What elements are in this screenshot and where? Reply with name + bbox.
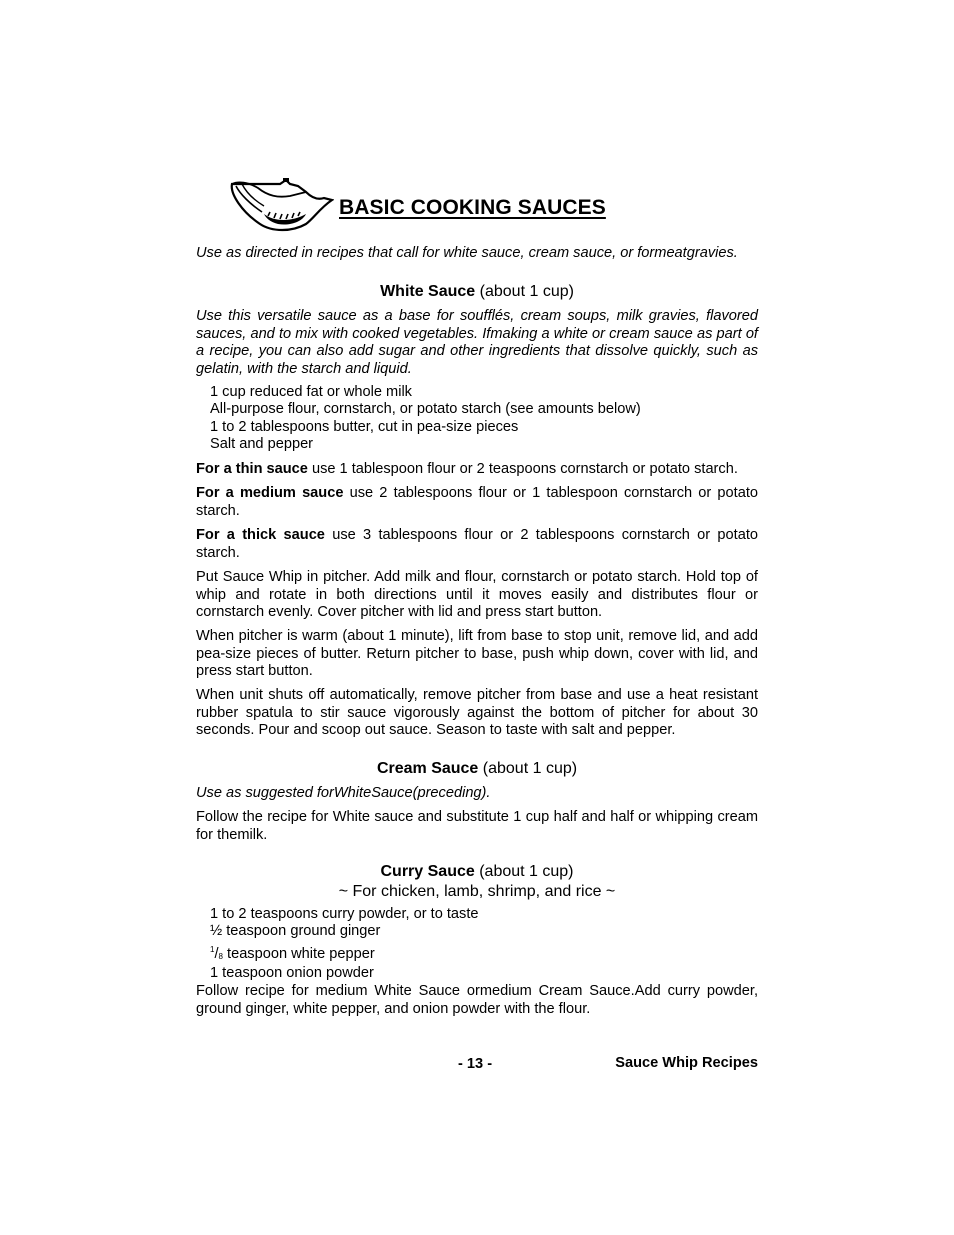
curry-sauce-ingredient-list <box>210 906 479 983</box>
thick-sauce-label: For a thick sauce <box>196 527 325 543</box>
ingredient-item: 1 to 2 teaspoons curry powder, or to taste <box>210 906 479 922</box>
medium-sauce-paragraph <box>196 485 758 520</box>
curry-sauce-instructions: Follow recipe for medium White Sauce ormedium Cream Sauce.Add curry powder, ground ginger, white pepper, and onion powder with the flour. <box>196 983 758 1017</box>
white-sauce-step-2: When pitcher is warm (about 1 minute), lift from base to stop unit, remove lid, and add pea-size pieces of butter. Return pitcher to base, push whip down, cover with lid, and press start button. <box>196 628 758 679</box>
white-sauce-step-3: When unit shuts off automatically, remove pitcher from base and use a heat resistant rubber spatula to stir sauce vigorously against the bottom of pitcher for about 30 seconds. Pour and scoop out sauce. Season to taste with salt and pepper. <box>196 687 758 738</box>
white-sauce-yield: (about 1 cup) <box>479 283 574 300</box>
fraction-denominator: 8 <box>218 951 223 961</box>
ingredient-text: teaspoon white pepper <box>222 945 375 962</box>
cream-sauce-instructions: Follow the recipe for White sauce and substitute 1 cup half and half or whipping cream for themilk. <box>196 809 758 843</box>
curry-sauce-name: Curry Sauce <box>380 863 475 880</box>
thin-sauce-label: For a thin sauce <box>196 461 308 477</box>
curry-sauce-heading <box>196 862 758 882</box>
ingredient-item: 1 to 2 tablespoons butter, cut in pea-size pieces <box>210 418 519 435</box>
thin-sauce-paragraph <box>196 461 758 479</box>
ingredient-item: Salt and pepper <box>210 436 314 453</box>
cream-sauce-yield: (about 1 cup) <box>482 760 578 777</box>
ingredient-item: 1 cup reduced fat or whole milk <box>210 384 412 400</box>
thick-sauce-text: use 3 tablespoons flour or 2 tablespoons cornstarch or potato starch. <box>196 527 759 561</box>
cream-sauce-heading <box>196 759 758 779</box>
curry-sauce-subtitle: ~ For chicken, lamb, shrimp, and rice ~ <box>338 883 616 900</box>
white-sauce-step-1: Put Sauce Whip in pitcher. Add milk and flour, cornstarch or potato starch. Hold top of whip and rotate in both directions until it moves easily and distributes flour or cornstarch evenly. Cover pitcher with lid and press start button. <box>196 569 758 620</box>
ingredient-item: 1 teaspoon onion powder <box>210 965 374 982</box>
medium-sauce-label: For a medium sauce <box>196 485 344 501</box>
cream-sauce-name: Cream Sauce <box>376 760 479 777</box>
white-sauce-description: Use this versatile sauce as a base for soufflés, cream soups, milk gravies, flavored sauces, and to mix with cooked vegetables. Ifmaking a white or cream sauce as part of a recipe, you can also add sugar and other ingredients that dissolve quickly, such as gelatin, with the starch and liquid. <box>196 308 758 377</box>
ingredient-item: $^1/_8$ teaspoon white pepper <box>210 944 375 962</box>
medium-sauce-text: use 2 tablespoons flour or 1 tablespoon cornstarch or potato starch. <box>196 485 759 519</box>
cream-sauce-note: Use as suggested forWhiteSauce(preceding). <box>196 785 491 801</box>
page-number: - 13 - <box>458 1056 493 1072</box>
fraction-numerator: 1 <box>210 944 215 954</box>
thick-sauce-paragraph <box>196 527 758 562</box>
intro-text: Use as directed in recipes that call for white sauce, cream sauce, or formeatgravies. <box>196 245 738 261</box>
ingredient-item: ½ teaspoon ground ginger <box>210 923 381 940</box>
curry-sauce-yield: (about 1 cup) <box>479 863 574 880</box>
white-sauce-ingredient-list <box>210 384 641 454</box>
white-sauce-name: White Sauce <box>380 283 476 300</box>
book-title: Sauce Whip Recipes <box>615 1055 758 1071</box>
white-sauce-heading <box>196 282 758 302</box>
ingredient-item: All-purpose flour, cornstarch, or potato starch (see amounts below) <box>210 401 641 418</box>
page-title: BASIC COOKING SAUCES <box>339 196 606 219</box>
thin-sauce-text: use 1 tablespoon flour or 2 teaspoons cornstarch or potato starch. <box>307 461 738 477</box>
sauce-pitcher-icon <box>228 178 334 234</box>
